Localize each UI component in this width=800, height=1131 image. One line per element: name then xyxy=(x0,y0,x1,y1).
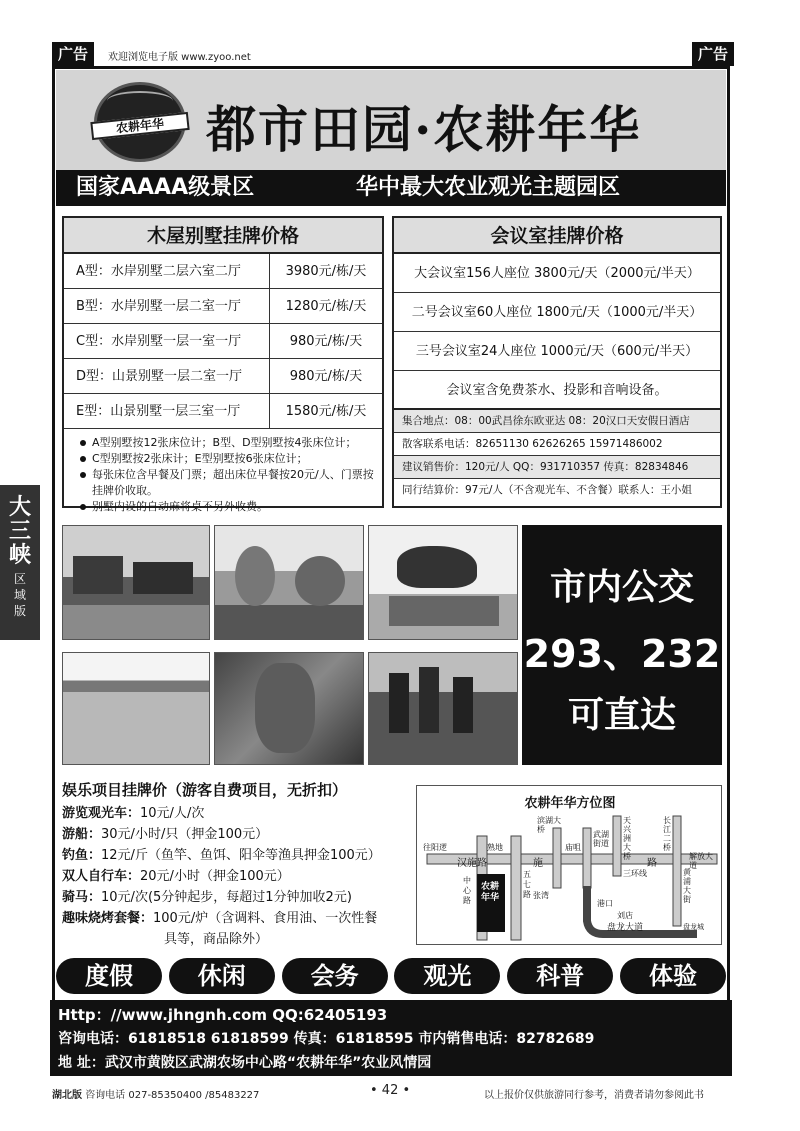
list-item: 骑马：10元/次(5分钟起步，每超过1分钟加收2元) xyxy=(62,890,352,905)
bus-info-box xyxy=(522,525,722,765)
slogan-right: 华中最大农业观光主题园区 xyxy=(356,175,621,200)
ad-tag-left: 广告 xyxy=(52,42,94,66)
map-label: 滨湖大桥 xyxy=(537,816,561,834)
entertainment-prices xyxy=(62,780,381,950)
map-label: 武湖街道 xyxy=(593,830,609,848)
entertainment-title: 娱乐项目挂牌价（游客自费项目，无折扣） xyxy=(62,781,348,799)
bus-lines: 293、232 xyxy=(523,632,721,676)
region-side-tab xyxy=(0,485,40,640)
pill-vacation: 度假 xyxy=(56,958,162,994)
info-row: 集合地点：08：00武昌徐东欧亚达 08：20汉口天安假日酒店 xyxy=(394,410,720,433)
info-row: 同行结算价：97元/人（不含观光车、不含餐）联系人：王小姐 xyxy=(394,479,720,502)
map-label: 港口 xyxy=(597,899,613,908)
map-label: 庙咀 xyxy=(565,843,581,852)
list-item: 趣味烧烤套餐：100元/炉（含调料、食用油、一次性餐 xyxy=(62,911,378,926)
location-map[interactable] xyxy=(416,785,722,945)
pill-leisure: 休闲 xyxy=(169,958,275,994)
map-label: 张湾 xyxy=(533,891,549,900)
page-number: • 42 • xyxy=(370,1083,411,1098)
footer-left: 湖北版 咨询电话 027-85350400 /85483227 xyxy=(52,1090,260,1101)
footer-right: 以上报价仅供旅游同行参考，消费者请勿参阅此书 xyxy=(484,1090,704,1101)
page-title: 都市田园·农耕年华 xyxy=(206,100,642,159)
pill-science: 科普 xyxy=(507,958,613,994)
villa-row: E型：山景别墅一层三室一厅 1580元/栋/天 xyxy=(64,394,382,429)
slogan-band xyxy=(56,170,726,206)
photo-bull-statue xyxy=(368,525,518,640)
meeting-row: 大会议室156人座位 3800元/天（2000元/半天） xyxy=(394,254,720,293)
feature-pills xyxy=(56,958,726,998)
meeting-price-box xyxy=(392,216,722,508)
meeting-row: 二号会议室60人座位 1800元/天（1000元/半天） xyxy=(394,293,720,332)
contact-band xyxy=(50,1000,732,1076)
map-label: 黄浦大街 xyxy=(683,868,691,904)
map-label: 盘龙大道 xyxy=(607,923,644,933)
list-item: 游船：30元/小时/只（押金100元） xyxy=(62,827,269,842)
park-logo: 农耕年华 xyxy=(94,82,186,162)
side-sub: 区域版 xyxy=(13,572,26,618)
meeting-note: 会议室含免费茶水、投影和音响设备。 xyxy=(394,371,720,410)
villa-row: B型：水岸别墅一层二室一厅 1280元/栋/天 xyxy=(64,289,382,324)
map-label: 中心路 xyxy=(463,876,471,905)
map-label: 路 xyxy=(647,858,657,869)
map-label: 施 xyxy=(533,858,543,869)
bus-direct: 可直达 xyxy=(567,695,676,736)
map-label: 刘店 xyxy=(617,911,633,920)
photo-waterside-villas xyxy=(62,525,210,640)
map-title: 农耕年华方位图 xyxy=(524,796,616,811)
list-item: 钓鱼：12元/斤（鱼竿、鱼饵、阳伞等渔具押金100元） xyxy=(62,848,381,863)
phone-line: 咨询电话：61818518 61818599 传真：61818595 市内销售电话：82782689 xyxy=(58,1031,595,1047)
meeting-title: 会议室挂牌价格 xyxy=(394,218,720,254)
photo-visitors-waterwheel xyxy=(368,652,518,765)
bus-title: 市内公交 xyxy=(549,567,694,608)
villa-price-box xyxy=(62,216,384,513)
pill-sightseeing: 观光 xyxy=(394,958,500,994)
villa-notes: A型别墅按12张床位计；B型、D型别墅按4张床位计； C型别墅按2张床计；E型别墅按6张床位计； 每张床位含早餐及门票；超出床位早餐按20元/人、门票按挂牌价收取。 别墅内设的自动麻将桌不另外收费。 xyxy=(64,429,382,515)
list-item: 双人自行车：20元/小时（押金100元） xyxy=(62,869,290,884)
list-item-continuation: 具等，商品除外） xyxy=(164,932,269,947)
map-label: 五七路 xyxy=(523,870,531,899)
website-link[interactable]: Http：//www.jhngnh.com QQ:62405193 xyxy=(58,1006,388,1024)
slogan-left: 国家AAAA级景区 xyxy=(76,175,255,200)
ad-tag-right: 广告 xyxy=(692,42,734,66)
info-row: 建议销售价：120元/人 QQ：931710357 传真：82834846 xyxy=(394,456,720,479)
map-label: 熟地 xyxy=(487,843,503,852)
pill-experience: 体验 xyxy=(620,958,726,994)
pill-meeting: 会务 xyxy=(282,958,388,994)
villa-row: C型：水岸别墅一层一室一厅 980元/栋/天 xyxy=(64,324,382,359)
map-label: 天兴洲大桥 xyxy=(623,816,631,861)
photo-orchard xyxy=(214,525,364,640)
meeting-row: 三号会议室24人座位 1000元/天（600元/半天） xyxy=(394,332,720,371)
browse-text[interactable]: 欢迎浏览电子版 www.zyoo.net xyxy=(108,52,251,63)
map-label: 长江二桥 xyxy=(663,816,671,852)
map-label: 往阳逻 xyxy=(423,843,447,852)
address-line: 地 址：武汉市黄陂区武湖农场中心路“农耕年华”农业风情园 xyxy=(58,1055,432,1071)
map-label: 三环线 xyxy=(623,869,647,878)
list-item: 游览观光车：10元/人/次 xyxy=(62,806,205,821)
map-label: 盘龙城 xyxy=(683,923,704,931)
villa-row: A型：水岸别墅二层六室二厅 3980元/栋/天 xyxy=(64,254,382,289)
info-row: 散客联系电话：82651130 62626265 15971486002 xyxy=(394,433,720,456)
photo-vegetable-greenhouse xyxy=(214,652,364,765)
map-label: 解放大道 xyxy=(689,852,713,870)
villa-title: 木屋别墅挂牌价格 xyxy=(64,218,382,254)
photo-flower-field xyxy=(62,652,210,765)
map-label: 汉施路 xyxy=(457,858,487,869)
side-title: 大三峡 xyxy=(9,494,32,568)
villa-row: D型：山景别墅一层二室一厅 980元/栋/天 xyxy=(64,359,382,394)
map-spot-label: 农耕年华 xyxy=(481,882,500,903)
